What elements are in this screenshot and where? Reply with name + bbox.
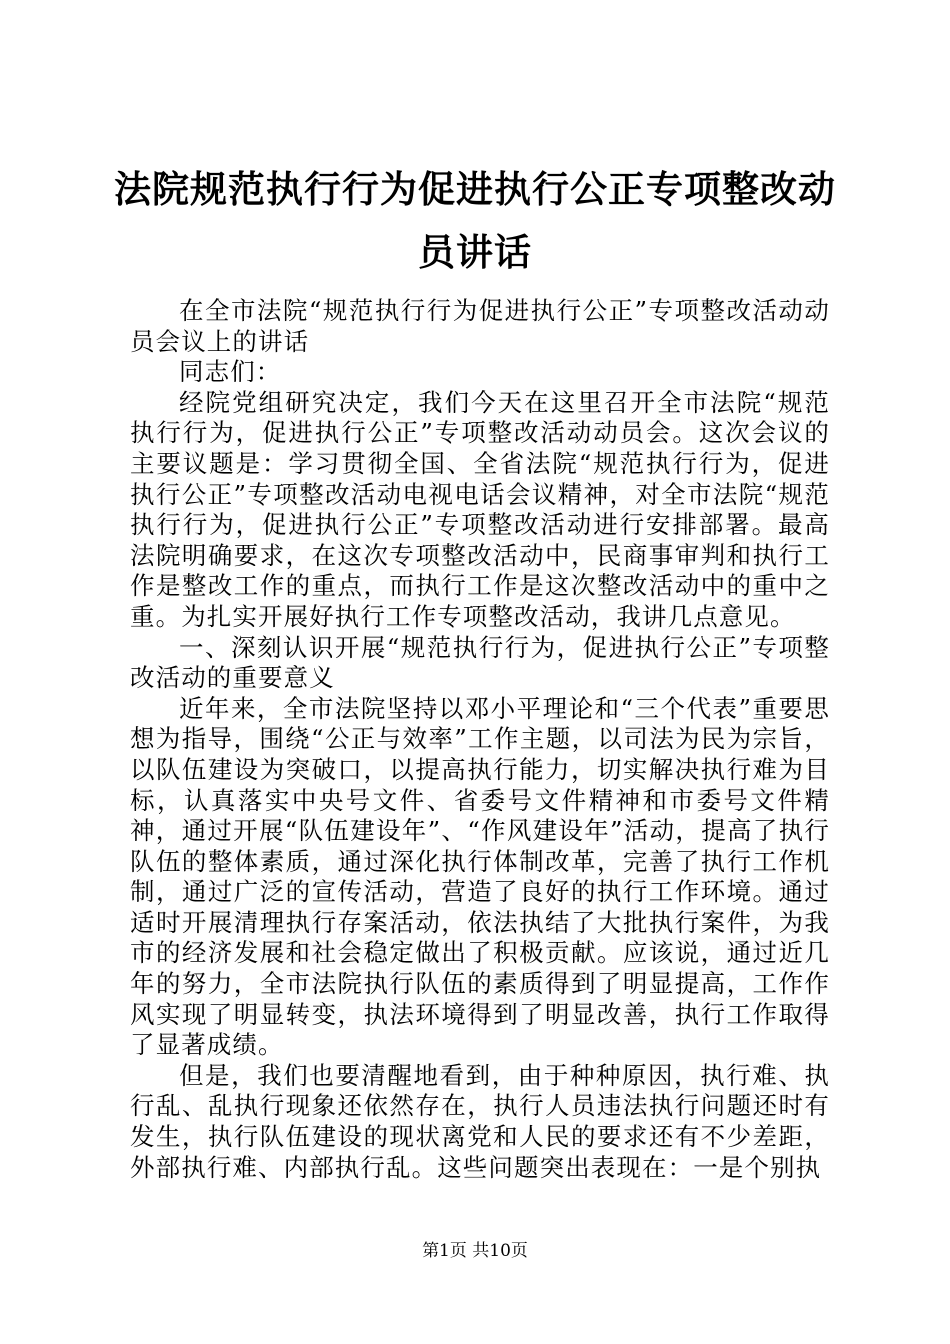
document-title: 法院规范执行行为促进执行公正专项整改动员讲话 <box>114 167 836 274</box>
paragraph-achievements: 近年来，全市法院坚持以邓小平理论和“三个代表”重要思想为指导，围绕“公正与效率”工作主题，以司法为民为宗旨，以队伍建设为突破口，以提高执行能力，切实解决执行难为目标，认真落实中央号文件、省委号文件精神和市委号文件精神，通过开展“队伍建设年”、“作风建设年”活动，提高了执行队伍的整体素质，通过深化执行体制改革，完善了执行工作机制，通过广泛的宣传活动，营造了良好的执行工作环境。通过适时开展清理执行存案活动，依法执结了大批执行案件，为我市的经济发展和社会稳定做出了积极贡献。应该说，通过近几年的努力，全市法院执行队伍的素质得到了明显提高，工作作风实现了明显转变，执法环境得到了明显改善，执行工作取得了显著成绩。 <box>130 693 830 1060</box>
paragraph-problems: 但是，我们也要清醒地看到，由于种种原因，执行难、执行乱、乱执行现象还依然存在，执行人员违法执行问题还时有发生，执行队伍建设的现状离党和人民的要求还有不少差距，外部执行难、内部执行乱。这些问题突出表现在：一是个别执 <box>130 1060 830 1182</box>
paragraph-intro: 经院党组研究决定，我们今天在这里召开全市法院“规范执行行为，促进执行公正”专项整改活动动员会。这次会议的主要议题是：学习贯彻全国、全省法院“规范执行行为，促进执行公正”专项整改活动电视电话会议精神，对全市法院“规范执行行为，促进执行公正”专项整改活动进行安排部署。最高法院明确要求，在这次专项整改活动中，民商事审判和执行工作是整改工作的重点，而执行工作是这次整改活动中的重中之重。为扎实开展好执行工作专项整改活动，我讲几点意见。 <box>130 387 830 631</box>
page-number: 第1页 共10页 <box>422 1241 528 1261</box>
paragraph-subtitle: 在全市法院“规范执行行为促进执行公正”专项整改活动动员会议上的讲话 <box>130 296 830 356</box>
document-body <box>130 296 830 1183</box>
paragraph-heading-one: 一、深刻认识开展“规范执行行为，促进执行公正”专项整改活动的重要意义 <box>130 632 830 693</box>
paragraph-salutation: 同志们： <box>179 357 282 387</box>
